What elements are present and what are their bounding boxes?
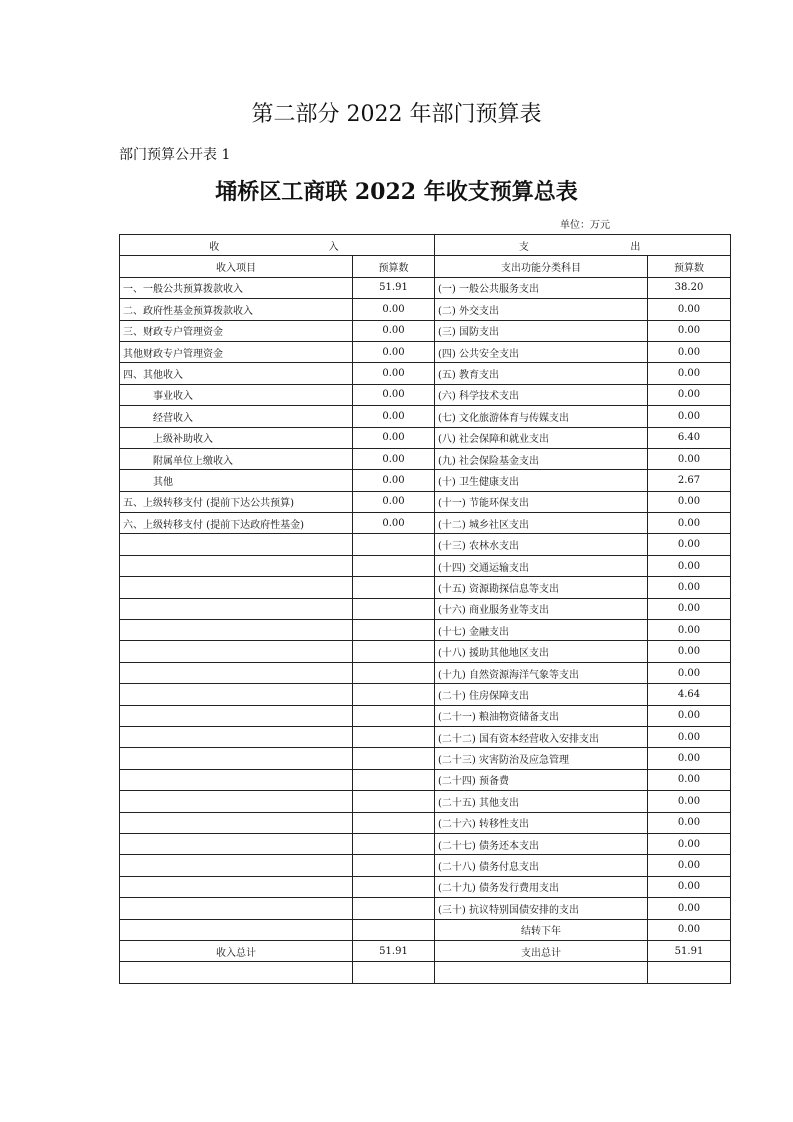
header-row-columns <box>120 256 731 277</box>
part-title: 第二部分 2022 年部门预算表 <box>251 102 542 127</box>
income-item-cell <box>120 833 353 854</box>
income-item-cell <box>120 577 353 598</box>
expense-value-cell: 0.00 <box>648 491 731 512</box>
expense-group-header <box>435 235 731 256</box>
income-value-cell: 0.00 <box>353 363 435 384</box>
expense-item-cell: (二) 外交支出 <box>435 299 648 320</box>
expense-value-cell: 0.00 <box>648 320 731 341</box>
income-item-cell: 一、一般公共预算拨款收入 <box>120 277 353 298</box>
income-value-cell <box>353 705 435 726</box>
table-row <box>120 812 731 833</box>
expense-value-cell: 0.00 <box>648 833 731 854</box>
expense-value-cell: 0.00 <box>648 855 731 876</box>
income-value-cell <box>353 898 435 919</box>
income-total-value: 51.91 <box>353 940 435 961</box>
income-value-cell <box>353 620 435 641</box>
table-row <box>120 320 731 341</box>
expense-item-cell: (七) 文化旅游体育与传媒支出 <box>435 406 648 427</box>
expense-item-cell: (二十九) 债务发行费用支出 <box>435 876 648 897</box>
expense-item-cell: (一) 一般公共服务支出 <box>435 277 648 298</box>
expense-value-cell: 0.00 <box>648 341 731 362</box>
expense-item-cell: (二十四) 预备费 <box>435 769 648 790</box>
income-item-cell <box>120 684 353 705</box>
income-value-cell <box>353 748 435 769</box>
table-row <box>120 876 731 897</box>
income-value-cell <box>353 769 435 790</box>
income-item-cell <box>120 555 353 576</box>
expense-item-cell: (六) 科学技术支出 <box>435 384 648 405</box>
income-budget-header: 预算数 <box>353 256 435 277</box>
income-value-cell: 0.00 <box>353 470 435 491</box>
income-value-cell: 0.00 <box>353 427 435 448</box>
table-row <box>120 769 731 790</box>
income-value-cell <box>353 555 435 576</box>
expense-value-cell: 0.00 <box>648 598 731 619</box>
expense-value-cell: 6.40 <box>648 427 731 448</box>
income-item-cell <box>120 620 353 641</box>
income-value-cell <box>353 791 435 812</box>
income-value-cell: 0.00 <box>353 491 435 512</box>
income-item-cell <box>120 748 353 769</box>
expense-value-cell: 0.00 <box>648 384 731 405</box>
header-row-group <box>120 235 731 256</box>
empty-cell <box>353 962 435 983</box>
table-row <box>120 684 731 705</box>
expense-value-cell: 0.00 <box>648 705 731 726</box>
table-row <box>120 406 731 427</box>
expense-item-cell: (十七) 金融支出 <box>435 620 648 641</box>
expense-item-cell: (九) 社会保险基金支出 <box>435 448 648 469</box>
expense-value-cell: 0.00 <box>648 577 731 598</box>
income-item-cell: 六、上级转移支付 (提前下达政府性基金) <box>120 513 353 534</box>
table-row <box>120 898 731 919</box>
table-row <box>120 277 731 298</box>
income-value-cell <box>353 876 435 897</box>
income-item-cell: 五、上级转移支付 (提前下达公共预算) <box>120 491 353 512</box>
income-value-cell <box>353 726 435 747</box>
table-row <box>120 705 731 726</box>
expense-value-cell: 0.00 <box>648 876 731 897</box>
income-value-cell <box>353 577 435 598</box>
income-item-cell <box>120 598 353 619</box>
income-value-cell: 0.00 <box>353 448 435 469</box>
expense-total-value: 51.91 <box>648 940 731 961</box>
income-item-cell <box>120 812 353 833</box>
expense-budget-header: 预算数 <box>648 256 731 277</box>
table-row <box>120 791 731 812</box>
expense-item-cell: (八) 社会保障和就业支出 <box>435 427 648 448</box>
expense-item-cell: (二十八) 债务付息支出 <box>435 855 648 876</box>
page-title: 埇桥区工商联 2022 年收支预算总表 <box>215 179 578 205</box>
income-item-cell: 二、政府性基金预算拨款收入 <box>120 299 353 320</box>
income-value-cell: 0.00 <box>353 320 435 341</box>
income-item-cell <box>120 705 353 726</box>
carryover-value: 0.00 <box>648 919 731 940</box>
expense-item-cell: (二十三) 灾害防治及应急管理 <box>435 748 648 769</box>
expense-item-cell: (十四) 交通运输支出 <box>435 555 648 576</box>
expense-value-cell: 0.00 <box>648 769 731 790</box>
expense-item-cell: (十九) 自然资源海洋气象等支出 <box>435 662 648 683</box>
income-item-cell <box>120 662 353 683</box>
income-item-cell <box>120 791 353 812</box>
expense-value-cell: 0.00 <box>648 363 731 384</box>
table-row <box>120 555 731 576</box>
income-value-cell <box>353 833 435 854</box>
income-item-cell <box>120 534 353 555</box>
income-item-cell: 其他 <box>120 470 353 491</box>
income-value-cell <box>353 812 435 833</box>
income-header-char: 入 <box>328 241 339 253</box>
table-row <box>120 662 731 683</box>
expense-value-cell: 0.00 <box>648 513 731 534</box>
income-item-cell: 三、财政专户管理资金 <box>120 320 353 341</box>
totals-row <box>120 940 731 961</box>
expense-item-cell: (四) 公共安全支出 <box>435 341 648 362</box>
expense-value-cell: 0.00 <box>648 448 731 469</box>
expense-item-cell: (二十五) 其他支出 <box>435 791 648 812</box>
expense-item-header: 支出功能分类科目 <box>435 256 648 277</box>
income-item-header: 收入项目 <box>120 256 353 277</box>
expense-item-cell: (十五) 资源勘探信息等支出 <box>435 577 648 598</box>
empty-cell <box>120 919 353 940</box>
income-item-cell: 经营收入 <box>120 406 353 427</box>
expense-header-char: 支 <box>518 241 529 253</box>
carryover-row <box>120 919 731 940</box>
income-header-char: 收 <box>209 241 220 253</box>
income-value-cell: 0.00 <box>353 406 435 427</box>
expense-value-cell: 0.00 <box>648 641 731 662</box>
income-value-cell: 0.00 <box>353 341 435 362</box>
expense-value-cell: 0.00 <box>648 812 731 833</box>
income-item-cell <box>120 769 353 790</box>
unit-label: 单位：万元 <box>560 220 610 231</box>
expense-item-cell: (十一) 节能环保支出 <box>435 491 648 512</box>
income-item-cell: 四、其他收入 <box>120 363 353 384</box>
expense-value-cell: 0.00 <box>648 726 731 747</box>
income-item-cell: 事业收入 <box>120 384 353 405</box>
expense-item-cell: (十六) 商业服务业等支出 <box>435 598 648 619</box>
expense-value-cell: 0.00 <box>648 748 731 769</box>
expense-value-cell: 0.00 <box>648 662 731 683</box>
income-value-cell: 0.00 <box>353 384 435 405</box>
expense-value-cell: 0.00 <box>648 534 731 555</box>
income-value-cell <box>353 598 435 619</box>
income-item-cell: 其他财政专户管理资金 <box>120 341 353 362</box>
table-row <box>120 299 731 320</box>
expense-item-cell: (二十七) 债务还本支出 <box>435 833 648 854</box>
table-row <box>120 726 731 747</box>
expense-item-cell: (二十六) 转移性支出 <box>435 812 648 833</box>
empty-cell <box>435 962 648 983</box>
income-value-cell <box>353 684 435 705</box>
income-value-cell: 0.00 <box>353 513 435 534</box>
expense-item-cell: (十) 卫生健康支出 <box>435 470 648 491</box>
income-item-cell <box>120 898 353 919</box>
table-row <box>120 491 731 512</box>
income-value-cell <box>353 855 435 876</box>
expense-item-cell: (十八) 援助其他地区支出 <box>435 641 648 662</box>
table-row <box>120 855 731 876</box>
income-value-cell: 0.00 <box>353 299 435 320</box>
expense-value-cell: 0.00 <box>648 406 731 427</box>
empty-cell <box>120 962 353 983</box>
expense-value-cell: 0.00 <box>648 620 731 641</box>
table-number-label: 部门预算公开表 1 <box>119 147 231 163</box>
table-row <box>120 448 731 469</box>
expense-item-cell: (三十) 抗议特别国债安排的支出 <box>435 898 648 919</box>
empty-row <box>120 962 731 983</box>
expense-value-cell: 0.00 <box>648 555 731 576</box>
table-row <box>120 748 731 769</box>
table-row <box>120 363 731 384</box>
expense-value-cell: 4.64 <box>648 684 731 705</box>
income-total-label: 收入总计 <box>120 940 353 961</box>
expense-value-cell: 2.67 <box>648 470 731 491</box>
income-group-header <box>120 235 435 256</box>
table-row <box>120 470 731 491</box>
expense-item-cell: (十三) 农林水支出 <box>435 534 648 555</box>
table-row <box>120 577 731 598</box>
table-row <box>120 833 731 854</box>
expense-value-cell: 38.20 <box>648 277 731 298</box>
table-row <box>120 384 731 405</box>
carryover-label: 结转下年 <box>435 919 648 940</box>
table-row <box>120 598 731 619</box>
empty-cell <box>353 919 435 940</box>
expense-item-cell: (十二) 城乡社区支出 <box>435 513 648 534</box>
table-row <box>120 513 731 534</box>
expense-header-char: 出 <box>630 241 641 253</box>
expense-item-cell: (五) 教育支出 <box>435 363 648 384</box>
expense-item-cell: (三) 国防支出 <box>435 320 648 341</box>
income-value-cell <box>353 662 435 683</box>
expense-item-cell: (二十) 住房保障支出 <box>435 684 648 705</box>
expense-total-label: 支出总计 <box>435 940 648 961</box>
income-value-cell <box>353 534 435 555</box>
expense-value-cell: 0.00 <box>648 791 731 812</box>
table-row <box>120 427 731 448</box>
table-row <box>120 534 731 555</box>
expense-value-cell: 0.00 <box>648 299 731 320</box>
income-value-cell: 51.91 <box>353 277 435 298</box>
income-item-cell: 上级补助收入 <box>120 427 353 448</box>
income-item-cell <box>120 641 353 662</box>
expense-value-cell: 0.00 <box>648 898 731 919</box>
budget-table <box>119 234 731 984</box>
table-row <box>120 620 731 641</box>
empty-cell <box>648 962 731 983</box>
expense-item-cell: (二十一) 粮油物资储备支出 <box>435 705 648 726</box>
expense-item-cell: (二十二) 国有资本经营收入安排支出 <box>435 726 648 747</box>
income-item-cell <box>120 876 353 897</box>
table-row <box>120 641 731 662</box>
income-value-cell <box>353 641 435 662</box>
income-item-cell: 附属单位上缴收入 <box>120 448 353 469</box>
income-item-cell <box>120 855 353 876</box>
table-row <box>120 341 731 362</box>
income-item-cell <box>120 726 353 747</box>
